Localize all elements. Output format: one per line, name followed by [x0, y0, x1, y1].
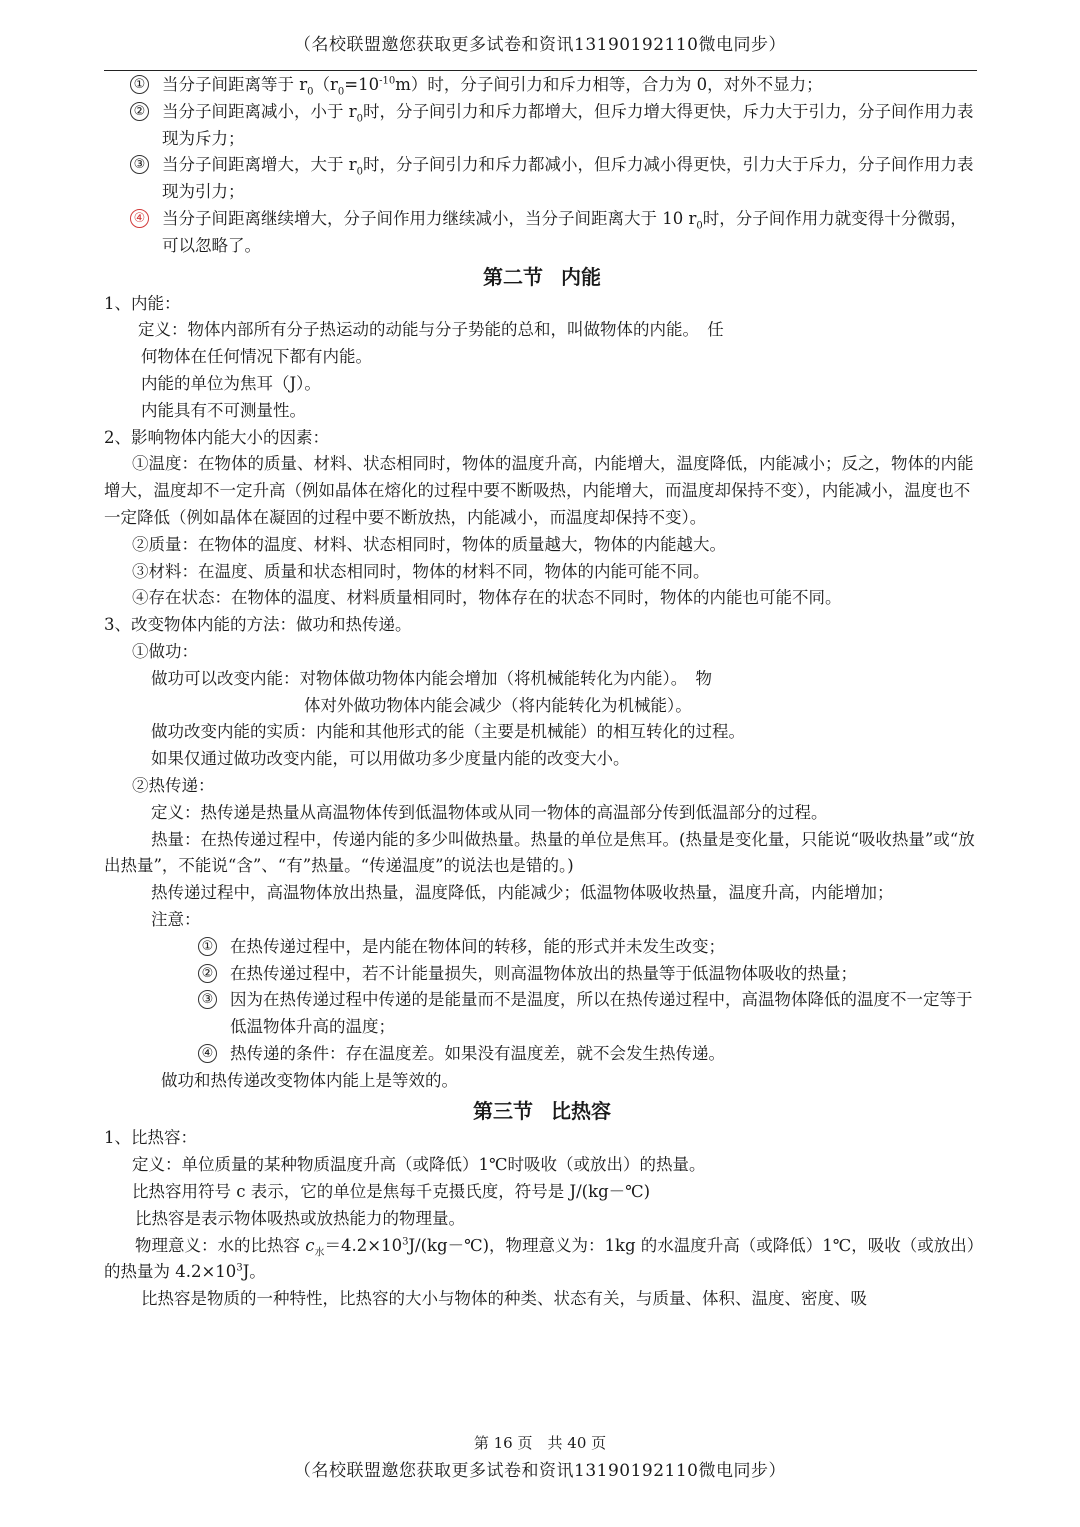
section-heading: 第三节 比热容 — [473, 1099, 611, 1124]
force-item-1: ① 当分子间距离等于 $r_0(r_0=10^{-10}m)$时，分子间引力和斥力相等，合力为 0，对外不显力； — [104, 72, 980, 99]
paragraph: 注意： — [151, 909, 201, 929]
paragraph: ①做功： — [132, 641, 198, 661]
note-item-3: ③ 因为在热传递过程中传递的是能量而不是温度，所以在热传递过程中，高温物体降低的温度不一定等于低温物体升高的温度； — [104, 987, 980, 1041]
subheading: 1、比热容： — [104, 1128, 197, 1148]
force-item-2: ② 当分子间距离减小，小于 $r_0$时，分子间引力和斥力都增大，但斥力增大得更快，斥力大于引力，分子间作用力表现为斥力； — [104, 99, 980, 153]
footer-note: （名校联盟邀您获取更多试卷和资讯13190192110微电同步） — [294, 1461, 786, 1481]
paragraph: 如果仅通过做功改变内能，可以用做功多少度量内能的改变大小。 — [151, 749, 630, 769]
circled-number: ④ — [130, 209, 149, 228]
circled-number: ③ — [198, 990, 217, 1009]
header-note: （名校联盟邀您获取更多试卷和资讯13190192110微电同步） — [294, 35, 786, 55]
note-item-1: ① 在热传递过程中，是内能在物体间的转移，能的形式并未发生改变； — [104, 934, 980, 961]
paragraph: 体对外做功物体内能会减少（将内能转化为机械能）。 — [304, 695, 692, 715]
paragraph: 比热容用符号 c 表示，它的单位是焦每千克摄氏度，符号是 J/(kg－℃) — [132, 1182, 651, 1202]
circled-number: ① — [198, 937, 217, 956]
force-item-3: ③ 当分子间距离增大，大于 $r_0$时，分子间引力和斥力都减小，但斥力减小得更快，引力大于斥力，分子间作用力表现为引力； — [104, 152, 980, 206]
paragraph: 做功可以改变内能：对物体做功物体内能会增加（将机械能转化为内能）。 物 — [151, 668, 712, 688]
section-heading: 第二节 内能 — [483, 264, 601, 289]
paragraph: 定义：单位质量的某种物质温度升高（或降低）1℃时吸收（或放出）的热量。 — [132, 1155, 706, 1175]
paragraph: 内能的单位为焦耳（J）。 — [141, 373, 321, 393]
paragraph: ②质量：在物体的温度、材料、状态相同时，物体的质量越大，物体的内能越大。 — [132, 534, 726, 554]
subheading: 3、改变物体内能的方法：做功和热传递。 — [104, 615, 412, 635]
paragraph: 热传递过程中，高温物体放出热量，温度降低，内能减少；低温物体吸收热量，温度升高，内能增加； — [151, 883, 894, 903]
paragraph: 定义：物体内部所有分子热运动的动能与分子势能的总和，叫做物体的内能。 任 — [138, 320, 724, 340]
paragraph: 比热容是表示物体吸热或放热能力的物理量。 — [135, 1208, 465, 1228]
paragraph: ④存在状态：在物体的温度、材料质量相同时，物体存在的状态不同时，物体的内能也可能不同。 — [132, 588, 842, 608]
circled-number: ① — [130, 75, 149, 94]
paragraph: ①温度：在物体的质量、材料、状态相同时，物体的温度升高，内能增大，温度降低，内能减小；反之，物体的内能增大，温度却不一定升高（例如晶体在熔化的过程中要不断吸热，内能增大，而温度却保持不变），内能减小，温度也不一定降低（例如晶体在凝固的过程中要不断放热，内能减小，而温度却保持不变）。 — [104, 454, 974, 527]
paragraph: 定义：热传递是热量从高温物体传到低温物体或从同一物体的高温部分传到低温部分的过程。 — [151, 802, 828, 822]
paragraph: 比热容是物质的一种特性，比热容的大小与物体的种类、状态有关，与质量、体积、温度、密度、吸 — [141, 1289, 867, 1309]
subheading: 1、内能： — [104, 293, 181, 313]
page-content — [104, 72, 980, 1313]
note-item-2: ② 在热传递过程中，若不计能量损失，则高温物体放出的热量等于低温物体吸收的热量； — [104, 961, 980, 988]
paragraph: 内能具有不可测量性。 — [141, 400, 306, 420]
paragraph: ③材料：在温度、质量和状态相同时，物体的材料不同，物体的内能可能不同。 — [132, 561, 710, 581]
paragraph: 热量：在热传递过程中，传递内能的多少叫做热量。热量的单位是焦耳。(热量是变化量，只能说“吸收热量”或“放出热量”，不能说“含”、“有”热量。“传递温度”的说法也是错的。) — [104, 829, 975, 876]
header-rule — [104, 70, 977, 71]
paragraph: 做功和热传递改变物体内能上是等效的。 — [161, 1070, 458, 1090]
page-number: 第 16 页 共 40 页 — [473, 1434, 607, 1452]
paragraph: ②热传递： — [132, 775, 215, 795]
force-item-4: ④ 当分子间距离继续增大，分子间作用力继续减小，当分子间距离大于 10 $r_0$时，分子间作用力就变得十分微弱，可以忽略了。 — [104, 206, 980, 260]
paragraph: 做功改变内能的实质：内能和其他形式的能（主要是机械能）的相互转化的过程。 — [151, 722, 745, 742]
subheading: 2、影响物体内能大小的因素： — [104, 427, 329, 447]
note-item-4: ④ 热传递的条件：存在温度差。如果没有温度差，就不会发生热传递。 — [104, 1041, 980, 1068]
paragraph: 物理意义：水的比热容 $c_水=4.2\times 10^3J/(kg-℃)$，物理意义为：1kg 的水温度升高（或降低）1℃，吸收（或放出）的热量为 $4.2\times 10^3J$。 — [104, 1235, 976, 1282]
paragraph: 何物体在任何情况下都有内能。 — [141, 347, 372, 367]
circled-number: ④ — [198, 1044, 217, 1063]
circled-number: ③ — [130, 155, 149, 174]
circled-number: ② — [130, 102, 149, 121]
circled-number: ② — [198, 964, 217, 983]
